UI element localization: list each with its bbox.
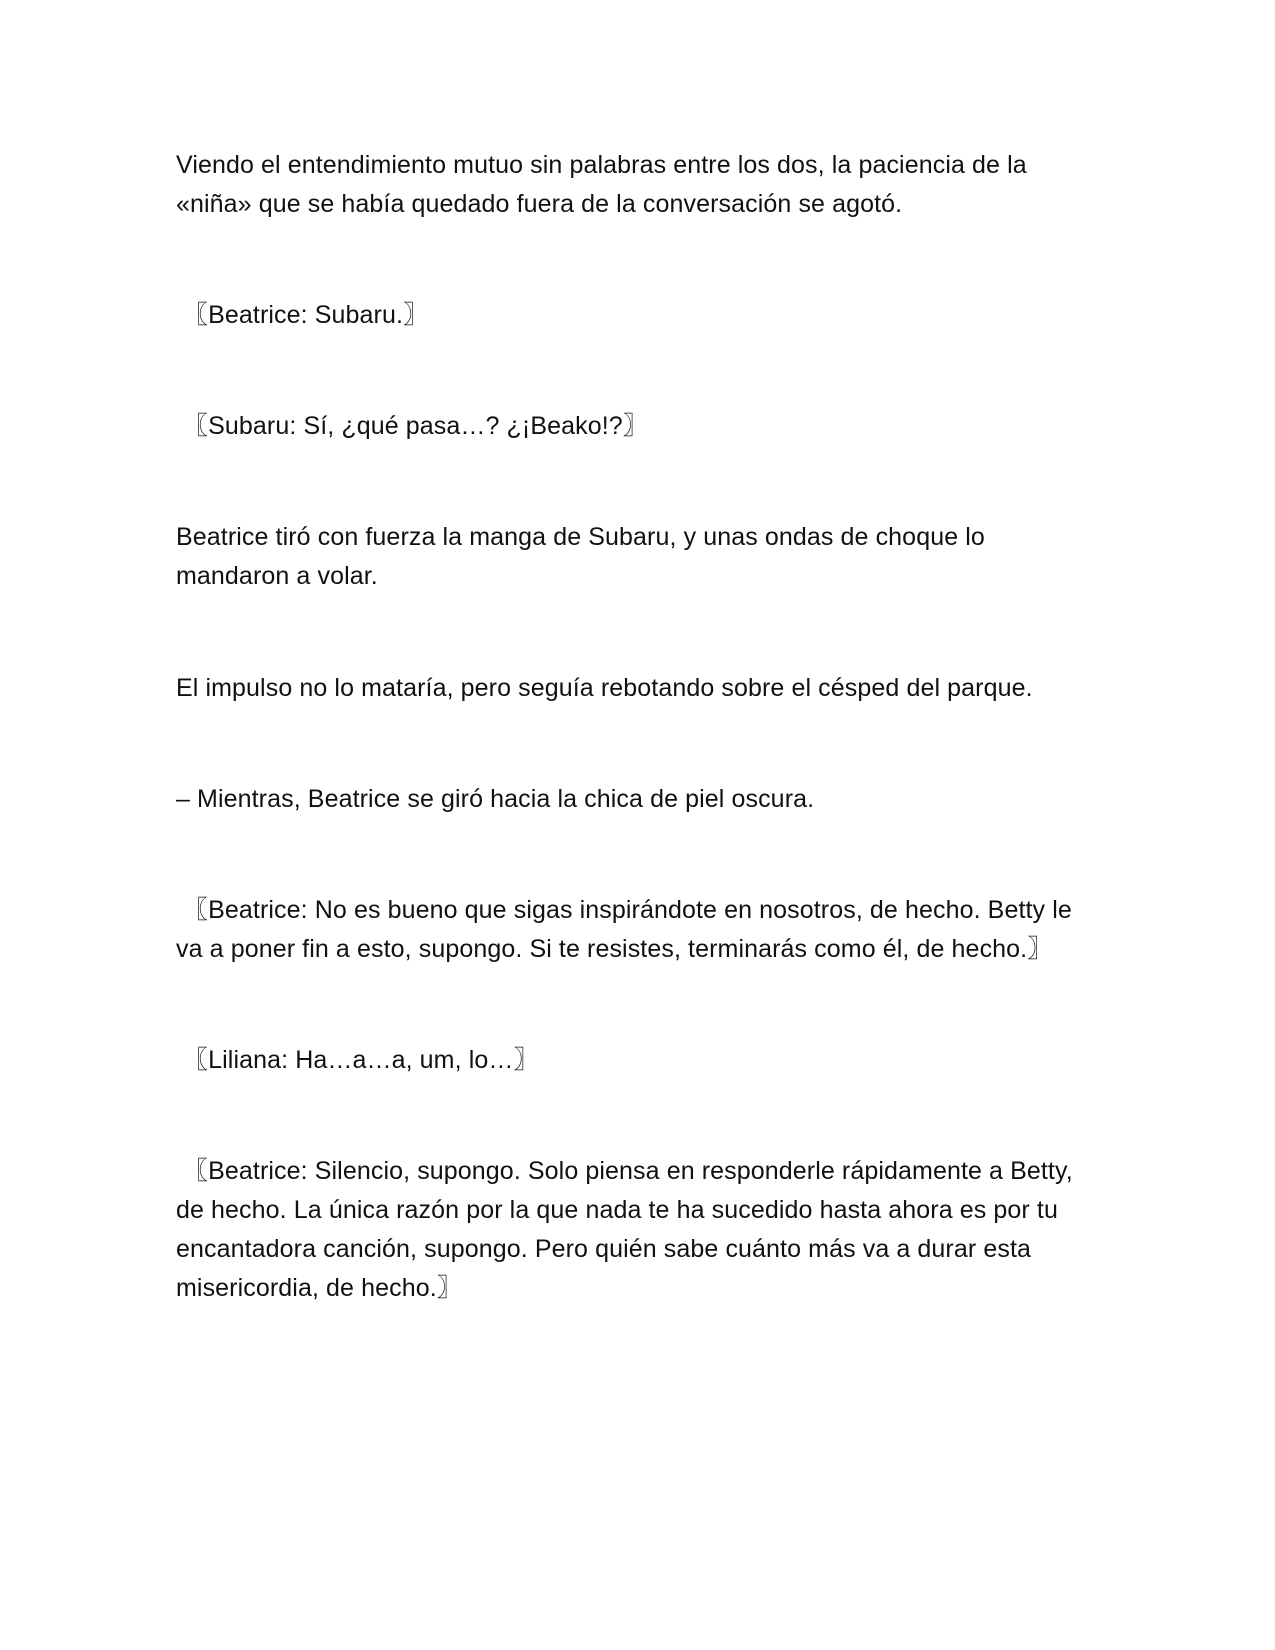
document-body bbox=[176, 146, 1096, 1308]
paragraph-narration-2: Beatrice tiró con fuerza la manga de Subaru, y unas ondas de choque lo mandaron a volar. bbox=[176, 523, 992, 590]
paragraph-narration-1: Viendo el entendimiento mutuo sin palabras entre los dos, la paciencia de la «niña» que se había quedado fuera de la conversación se agotó. bbox=[176, 151, 1034, 218]
dialogue-liliana-1: 〖Liliana: Ha…a…a, um, lo…〗 bbox=[176, 1046, 539, 1074]
dialogue-beatrice-3: 〖Beatrice: Silencio, supongo. Solo piensa en responderle rápidamente a Betty, de hecho. La única razón por la que nada te ha sucedido hasta ahora es por tu encantadora canción, supongo. Pero quién sabe cuánto más va a durar esta misericordia, de hecho.〗 bbox=[176, 1157, 1080, 1302]
paragraph-narration-3: El impulso no lo mataría, pero seguía rebotando sobre el césped del parque. bbox=[176, 674, 1033, 702]
dialogue-subaru-1: 〖Subaru: Sí, ¿qué pasa…? ¿¡Beako!?〗 bbox=[176, 412, 648, 440]
dialogue-beatrice-2: 〖Beatrice: No es bueno que sigas inspirándote en nosotros, de hecho. Betty le va a poner fin a esto, supongo. Si te resistes, terminarás como él, de hecho.〗 bbox=[176, 896, 1079, 963]
dialogue-beatrice-1: 〖Beatrice: Subaru.〗 bbox=[176, 301, 429, 329]
paragraph-narration-4: – Mientras, Beatrice se giró hacia la chica de piel oscura. bbox=[176, 785, 815, 813]
